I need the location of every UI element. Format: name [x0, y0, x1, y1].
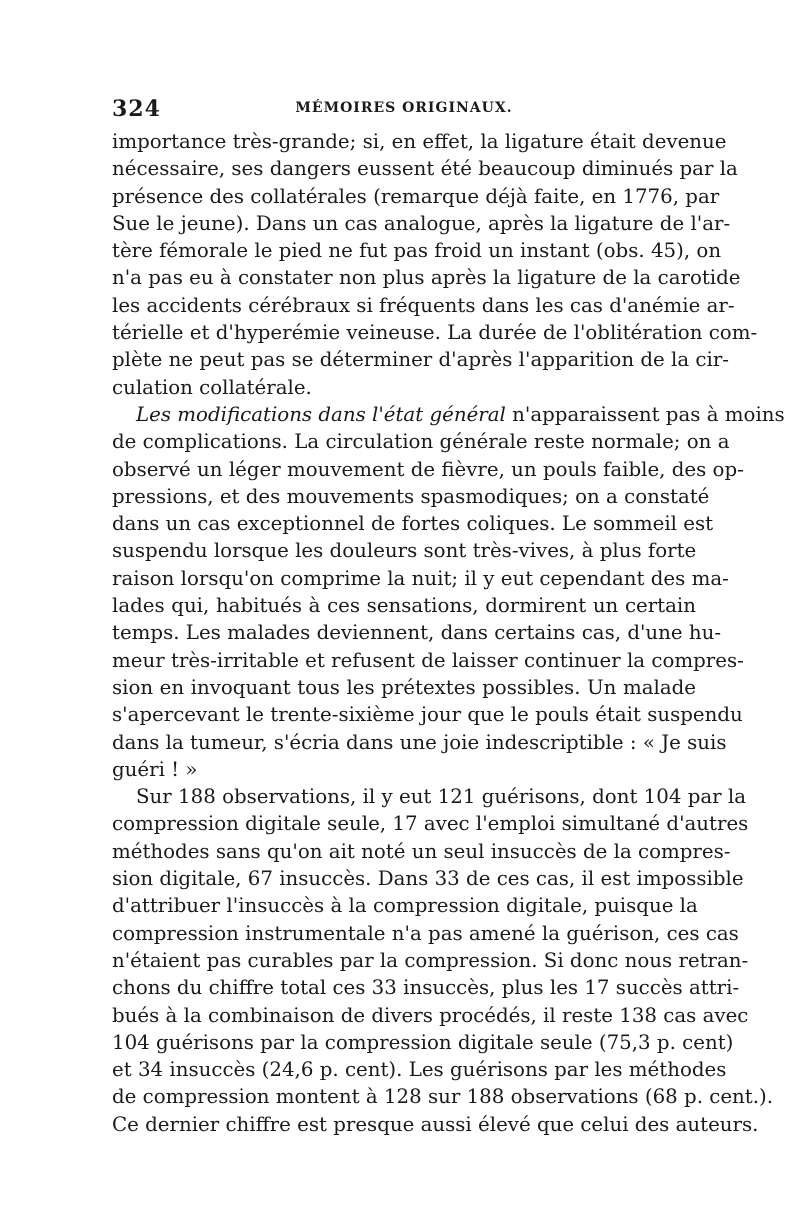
text-line: n'a pas eu à constater non plus après la ligature de la carotide: [112, 266, 741, 290]
text-line: tère fémorale le pied ne fut pas froid un instant (obs. 45), on: [112, 239, 722, 263]
line-rest: n'apparaissent pas à moins: [505, 402, 785, 426]
text-line: les accidents cérébraux si fréquents dans les cas d'anémie ar-: [112, 293, 735, 317]
text-line: sion digitale, 67 insuccès. Dans 33 de ces cas, il est impossible: [112, 867, 744, 891]
text-line: s'apercevant le trente-sixième jour que le pouls était suspendu: [112, 703, 743, 727]
text-line: temps. Les malades deviennent, dans certains cas, d'une hu-: [112, 621, 722, 645]
text-line: térielle et d'hyperémie veineuse. La durée de l'oblitération com-: [112, 321, 758, 345]
page-number: 324: [112, 96, 161, 122]
text-line: compression digitale seule, 17 avec l'emploi simultané d'autres: [112, 812, 749, 836]
text-line: plète ne peut pas se déterminer d'après l'apparition de la cir-: [112, 348, 729, 372]
text-line: méthodes sans qu'on ait noté un seul insuccès de la compres-: [112, 839, 731, 863]
text-line: de complications. La circulation générale reste normale; on a: [112, 430, 730, 454]
italic-phrase: Les modifications dans l'état général: [136, 402, 506, 426]
text-line: n'étaient pas curables par la compression. Si donc nous retran-: [112, 948, 749, 972]
body-text: [112, 128, 785, 1138]
text-line: nécessaire, ses dangers eussent été beaucoup diminués par la: [112, 157, 738, 181]
text-line: chons du chiffre total ces 33 insuccès, plus les 17 succès attri-: [112, 976, 740, 1000]
text-line: 104 guérisons par la compression digitale seule (75,3 p. cent): [112, 1030, 734, 1054]
text-line: de compression montent à 128 sur 188 observations (68 p. cent.).: [112, 1085, 774, 1109]
text-line: suspendu lorsque les douleurs sont très-vives, à plus forte: [112, 539, 697, 563]
text-line: observé un léger mouvement de fièvre, un pouls faible, des op-: [112, 457, 744, 481]
text-line: présence des collatérales (remarque déjà faite, en 1776, par: [112, 184, 720, 208]
paragraph-start-line: [112, 401, 785, 428]
text-line: dans un cas exceptionnel de fortes coliques. Le sommeil est: [112, 512, 714, 536]
text-line: Sue le jeune). Dans un cas analogue, après la ligature de l'ar-: [112, 211, 731, 235]
text-line: et 34 insuccès (24,6 p. cent). Les guérisons par les méthodes: [112, 1058, 727, 1082]
running-title: MÉMOIRES ORIGINAUX.: [295, 100, 513, 116]
text-line: pressions, et des mouvements spasmodiques; on a constaté: [112, 484, 710, 508]
text-line: meur très-irritable et refusent de laisser continuer la compres-: [112, 648, 744, 672]
text-line: Ce dernier chiffre est presque aussi élevé que celui des auteurs.: [112, 1112, 759, 1136]
text-line: bués à la combinaison de divers procédés, il reste 138 cas avec: [112, 1003, 749, 1027]
text-line: compression instrumentale n'a pas amené la guérison, ces cas: [112, 921, 739, 945]
text-line: guéri ! »: [112, 757, 198, 781]
text-line: raison lorsqu'on comprime la nuit; il y eut cependant des ma-: [112, 566, 729, 590]
text-line: dans la tumeur, s'écria dans une joie indescriptible : « Je suis: [112, 730, 727, 754]
text-line: lades qui, habitués à ces sensations, dormirent un certain: [112, 594, 696, 618]
text-line: sion en invoquant tous les prétextes possibles. Un malade: [112, 675, 696, 699]
text-line: importance très-grande; si, en effet, la ligature était devenue: [112, 130, 727, 153]
text-line: Sur 188 observations, il y eut 121 guérisons, dont 104 par la: [136, 785, 747, 809]
page-header: [112, 96, 696, 126]
text-line: d'attribuer l'insuccès à la compression digitale, puisque la: [112, 894, 698, 918]
text-line: culation collatérale.: [112, 375, 312, 399]
